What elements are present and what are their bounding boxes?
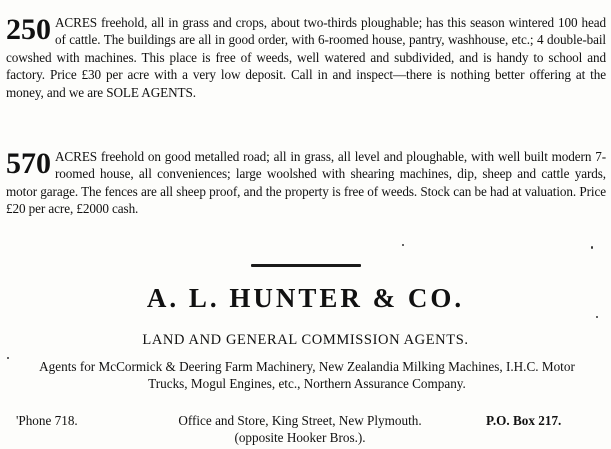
print-speck	[402, 244, 404, 246]
firm-name-heading: A. L. HUNTER & CO.	[146, 283, 465, 313]
print-speck	[591, 246, 593, 249]
property-listing-250-acres	[6, 14, 606, 101]
po-box: P.O. Box 217.	[486, 413, 562, 428]
agencies-paragraph: Agents for McCormick & Deering Farm Machinery, New Zealandia Milking Machines, I.H.C. Motor Trucks, Mogul Engines, etc., Northern Assurance Company.	[39, 359, 575, 392]
phone-number: 'Phone 718.	[16, 413, 78, 428]
listing-acreage-number: 250	[6, 13, 51, 46]
listing-description: ACRES freehold, all in grass and crops, about two-thirds ploughable; has this season wintered 100 head of cattle. The buildings are all in good order, with 6-roomed house, pantry, washhouse, etc.; 4 double-bail cowshed with machines. This place is free of weeds, well watered and subdivided, and is handy to school and factory. Price £30 per acre with a very low deposit. Call in and inspect—there is nothing better offering at the money, and we are SOLE AGENTS.	[6, 15, 606, 100]
print-speck	[596, 316, 598, 318]
listing-acreage-number: 570	[6, 147, 51, 180]
property-listing-570-acres	[6, 148, 606, 218]
print-speck	[7, 357, 9, 359]
section-divider-rule	[251, 264, 361, 267]
listing-description: ACRES freehold on good metalled road; all in grass, all level and ploughable, with well built modern 7-roomed house, all conveniences; large woolshed with shearing machines, dip, sheep and cattle yards, motor garage. The fences are all sheep proof, and the property is free of weeds. Stock can be had at valuation. Price £20 per acre, £2000 cash.	[6, 149, 606, 217]
address-line: Office and Store, King Street, New Plymouth.	[178, 413, 422, 428]
address-note: (opposite Hooker Bros.).	[234, 430, 366, 445]
firm-tagline: LAND AND GENERAL COMMISSION AGENTS.	[142, 332, 469, 348]
office-address	[120, 412, 480, 446]
